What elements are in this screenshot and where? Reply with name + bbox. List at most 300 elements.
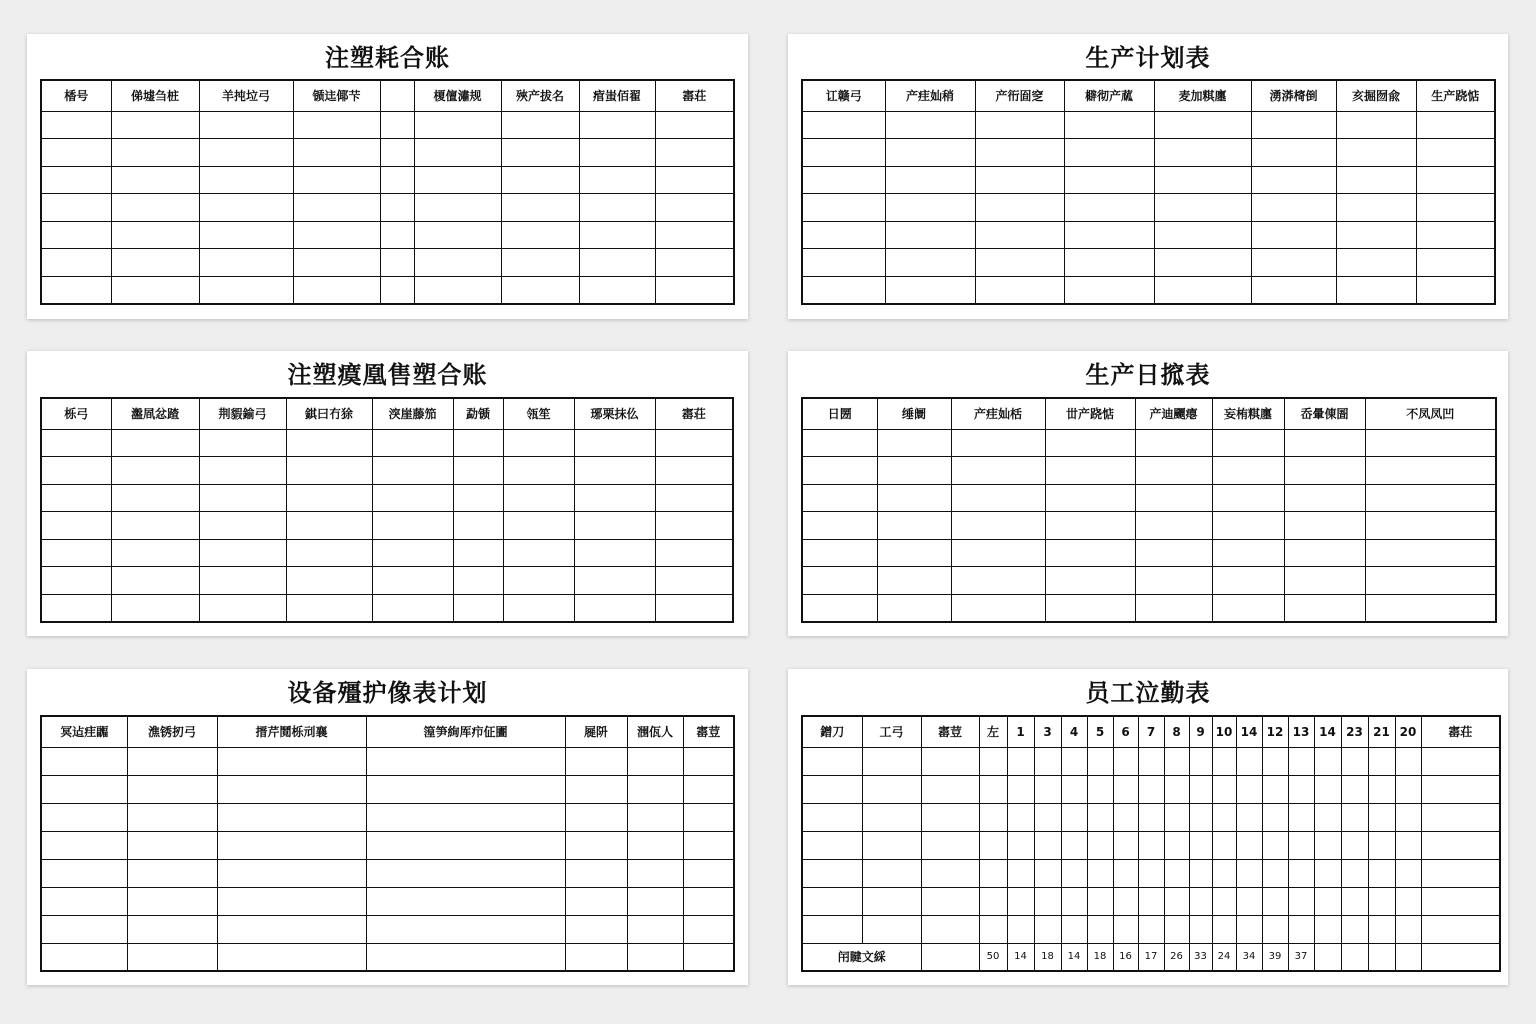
table-cell[interactable] <box>1416 221 1495 249</box>
table-cell[interactable] <box>293 166 380 194</box>
table-cell[interactable] <box>1284 594 1365 622</box>
table-cell[interactable] <box>366 831 565 859</box>
table-cell[interactable] <box>1236 887 1262 915</box>
table-cell[interactable] <box>1189 803 1212 831</box>
table-cell[interactable] <box>1284 539 1365 567</box>
table-cell[interactable] <box>111 457 199 485</box>
table-cell[interactable] <box>627 859 683 887</box>
table-cell[interactable] <box>1314 775 1341 803</box>
table-cell[interactable] <box>1251 194 1336 222</box>
table-cell[interactable] <box>217 887 366 915</box>
table-cell[interactable] <box>1236 915 1262 943</box>
table-cell[interactable] <box>802 194 885 222</box>
table-cell[interactable] <box>975 249 1064 277</box>
table-cell[interactable] <box>1368 831 1395 859</box>
table-cell[interactable] <box>1336 221 1416 249</box>
table-cell[interactable] <box>1212 567 1284 595</box>
table-cell[interactable] <box>453 457 503 485</box>
table-cell[interactable] <box>1087 831 1113 859</box>
table-cell[interactable] <box>293 221 380 249</box>
table-cell[interactable] <box>1416 166 1495 194</box>
table-cell[interactable] <box>41 887 127 915</box>
table-cell[interactable] <box>41 803 127 831</box>
table-cell[interactable] <box>1251 249 1336 277</box>
table-cell[interactable] <box>199 166 293 194</box>
table-cell[interactable] <box>1135 594 1212 622</box>
table-cell[interactable] <box>1034 859 1061 887</box>
table-cell[interactable] <box>453 567 503 595</box>
table-cell[interactable] <box>802 249 885 277</box>
table-cell[interactable] <box>1365 539 1496 567</box>
table-cell[interactable] <box>1113 803 1138 831</box>
table-cell[interactable] <box>951 429 1045 457</box>
table-cell[interactable] <box>885 194 975 222</box>
table-cell[interactable] <box>1113 859 1138 887</box>
table-cell[interactable] <box>199 194 293 222</box>
table-cell[interactable] <box>1212 859 1236 887</box>
table-cell[interactable] <box>579 249 655 277</box>
table-cell[interactable] <box>802 166 885 194</box>
table-cell[interactable] <box>655 539 733 567</box>
table-cell[interactable] <box>627 831 683 859</box>
table-cell[interactable] <box>217 747 366 775</box>
table-cell[interactable] <box>951 539 1045 567</box>
table-cell[interactable] <box>41 457 111 485</box>
table-cell[interactable] <box>979 887 1007 915</box>
table-cell[interactable] <box>286 512 372 540</box>
table-cell[interactable] <box>1288 775 1314 803</box>
table-cell[interactable] <box>453 594 503 622</box>
table-cell[interactable] <box>1288 915 1314 943</box>
table-cell[interactable] <box>372 484 453 512</box>
table-cell[interactable] <box>862 831 921 859</box>
table-cell[interactable] <box>1365 429 1496 457</box>
table-cell[interactable] <box>877 539 951 567</box>
table-cell[interactable] <box>979 775 1007 803</box>
table-cell[interactable] <box>372 539 453 567</box>
table-cell[interactable] <box>1421 859 1500 887</box>
table-cell[interactable] <box>1336 249 1416 277</box>
table-cell[interactable] <box>1164 887 1189 915</box>
table-cell[interactable] <box>1416 276 1495 304</box>
table-cell[interactable] <box>111 429 199 457</box>
table-cell[interactable] <box>1416 111 1495 139</box>
table-cell[interactable] <box>1087 747 1113 775</box>
table-cell[interactable] <box>199 276 293 304</box>
table-cell[interactable] <box>501 194 579 222</box>
table-cell[interactable] <box>380 166 414 194</box>
table-cell[interactable] <box>1262 887 1288 915</box>
table-cell[interactable] <box>41 139 111 167</box>
table-cell[interactable] <box>1341 775 1368 803</box>
table-cell[interactable] <box>1138 831 1164 859</box>
table-cell[interactable] <box>877 429 951 457</box>
table-cell[interactable] <box>655 139 734 167</box>
table-cell[interactable] <box>1341 831 1368 859</box>
table-cell[interactable] <box>1236 831 1262 859</box>
table-cell[interactable] <box>655 194 734 222</box>
table-cell[interactable] <box>975 166 1064 194</box>
table-cell[interactable] <box>1064 276 1154 304</box>
table-cell[interactable] <box>414 276 501 304</box>
table-cell[interactable] <box>1113 775 1138 803</box>
table-cell[interactable] <box>802 887 862 915</box>
table-cell[interactable] <box>579 166 655 194</box>
table-cell[interactable] <box>217 943 366 971</box>
table-cell[interactable] <box>683 747 734 775</box>
table-cell[interactable] <box>1336 194 1416 222</box>
table-cell[interactable] <box>293 111 380 139</box>
table-cell[interactable] <box>199 139 293 167</box>
table-cell[interactable] <box>217 859 366 887</box>
table-cell[interactable] <box>127 803 217 831</box>
table-cell[interactable] <box>41 943 127 971</box>
table-cell[interactable] <box>1262 831 1288 859</box>
table-cell[interactable] <box>1045 594 1135 622</box>
table-cell[interactable] <box>380 111 414 139</box>
table-cell[interactable] <box>1189 887 1212 915</box>
table-cell[interactable] <box>975 194 1064 222</box>
table-cell[interactable] <box>366 943 565 971</box>
table-cell[interactable] <box>655 276 734 304</box>
table-cell[interactable] <box>1365 512 1496 540</box>
table-cell[interactable] <box>1061 747 1087 775</box>
table-cell[interactable] <box>372 512 453 540</box>
table-cell[interactable] <box>1251 221 1336 249</box>
table-cell[interactable] <box>1365 567 1496 595</box>
table-cell[interactable] <box>1336 166 1416 194</box>
table-cell[interactable] <box>1368 859 1395 887</box>
table-cell[interactable] <box>627 915 683 943</box>
table-cell[interactable] <box>1138 747 1164 775</box>
table-cell[interactable] <box>372 594 453 622</box>
table-cell[interactable] <box>802 429 877 457</box>
table-cell[interactable] <box>1138 803 1164 831</box>
table-cell[interactable] <box>503 484 574 512</box>
table-cell[interactable] <box>1421 775 1500 803</box>
table-cell[interactable] <box>1007 747 1034 775</box>
table-cell[interactable] <box>574 567 655 595</box>
table-cell[interactable] <box>1138 859 1164 887</box>
table-cell[interactable] <box>1395 915 1421 943</box>
table-cell[interactable] <box>627 887 683 915</box>
table-cell[interactable] <box>41 484 111 512</box>
table-cell[interactable] <box>41 512 111 540</box>
table-cell[interactable] <box>1262 747 1288 775</box>
table-cell[interactable] <box>1395 747 1421 775</box>
table-cell[interactable] <box>41 194 111 222</box>
table-cell[interactable] <box>579 221 655 249</box>
table-cell[interactable] <box>579 194 655 222</box>
table-cell[interactable] <box>1034 803 1061 831</box>
table-cell[interactable] <box>579 139 655 167</box>
table-cell[interactable] <box>414 111 501 139</box>
table-cell[interactable] <box>1087 915 1113 943</box>
table-cell[interactable] <box>293 139 380 167</box>
table-cell[interactable] <box>655 249 734 277</box>
table-cell[interactable] <box>41 915 127 943</box>
table-cell[interactable] <box>111 276 199 304</box>
table-cell[interactable] <box>111 484 199 512</box>
table-cell[interactable] <box>574 539 655 567</box>
table-cell[interactable] <box>1314 859 1341 887</box>
table-cell[interactable] <box>1416 139 1495 167</box>
table-cell[interactable] <box>111 567 199 595</box>
table-cell[interactable] <box>565 803 627 831</box>
table-cell[interactable] <box>380 139 414 167</box>
table-cell[interactable] <box>453 484 503 512</box>
table-cell[interactable] <box>951 457 1045 485</box>
table-cell[interactable] <box>683 775 734 803</box>
table-cell[interactable] <box>1236 747 1262 775</box>
table-cell[interactable] <box>574 484 655 512</box>
table-cell[interactable] <box>951 567 1045 595</box>
table-cell[interactable] <box>501 166 579 194</box>
table-cell[interactable] <box>862 803 921 831</box>
table-cell[interactable] <box>199 249 293 277</box>
table-cell[interactable] <box>1284 512 1365 540</box>
table-cell[interactable] <box>1154 139 1251 167</box>
table-cell[interactable] <box>802 803 862 831</box>
table-cell[interactable] <box>1061 775 1087 803</box>
table-cell[interactable] <box>1045 457 1135 485</box>
table-cell[interactable] <box>380 221 414 249</box>
table-cell[interactable] <box>802 859 862 887</box>
table-cell[interactable] <box>41 276 111 304</box>
table-cell[interactable] <box>574 457 655 485</box>
table-cell[interactable] <box>1113 887 1138 915</box>
table-cell[interactable] <box>127 775 217 803</box>
table-cell[interactable] <box>1288 747 1314 775</box>
table-cell[interactable] <box>802 775 862 803</box>
table-cell[interactable] <box>1314 747 1341 775</box>
table-cell[interactable] <box>1421 803 1500 831</box>
table-cell[interactable] <box>1064 139 1154 167</box>
table-cell[interactable] <box>372 567 453 595</box>
table-cell[interactable] <box>1421 831 1500 859</box>
table-cell[interactable] <box>862 775 921 803</box>
table-cell[interactable] <box>1087 887 1113 915</box>
table-cell[interactable] <box>41 859 127 887</box>
table-cell[interactable] <box>111 539 199 567</box>
table-cell[interactable] <box>1212 484 1284 512</box>
table-cell[interactable] <box>111 139 199 167</box>
table-cell[interactable] <box>885 221 975 249</box>
table-cell[interactable] <box>1416 249 1495 277</box>
table-cell[interactable] <box>286 429 372 457</box>
table-cell[interactable] <box>503 512 574 540</box>
table-cell[interactable] <box>802 539 877 567</box>
table-cell[interactable] <box>127 887 217 915</box>
table-cell[interactable] <box>1034 887 1061 915</box>
table-cell[interactable] <box>217 803 366 831</box>
table-cell[interactable] <box>1212 429 1284 457</box>
table-cell[interactable] <box>877 457 951 485</box>
table-cell[interactable] <box>1212 887 1236 915</box>
table-cell[interactable] <box>1113 831 1138 859</box>
table-cell[interactable] <box>293 276 380 304</box>
table-cell[interactable] <box>453 512 503 540</box>
table-cell[interactable] <box>1135 484 1212 512</box>
table-cell[interactable] <box>802 221 885 249</box>
table-cell[interactable] <box>366 747 565 775</box>
table-cell[interactable] <box>1365 484 1496 512</box>
table-cell[interactable] <box>802 567 877 595</box>
table-cell[interactable] <box>217 915 366 943</box>
table-cell[interactable] <box>1212 594 1284 622</box>
table-cell[interactable] <box>921 775 979 803</box>
table-cell[interactable] <box>1288 859 1314 887</box>
table-cell[interactable] <box>503 457 574 485</box>
table-cell[interactable] <box>655 457 733 485</box>
table-cell[interactable] <box>574 512 655 540</box>
table-cell[interactable] <box>655 512 733 540</box>
table-cell[interactable] <box>979 831 1007 859</box>
table-cell[interactable] <box>1135 512 1212 540</box>
table-cell[interactable] <box>1365 594 1496 622</box>
table-cell[interactable] <box>1341 859 1368 887</box>
table-cell[interactable] <box>877 594 951 622</box>
table-cell[interactable] <box>1368 915 1395 943</box>
table-cell[interactable] <box>921 831 979 859</box>
table-cell[interactable] <box>579 111 655 139</box>
table-cell[interactable] <box>655 484 733 512</box>
table-cell[interactable] <box>975 221 1064 249</box>
table-cell[interactable] <box>1007 831 1034 859</box>
table-cell[interactable] <box>1368 887 1395 915</box>
table-cell[interactable] <box>41 775 127 803</box>
table-cell[interactable] <box>921 887 979 915</box>
table-cell[interactable] <box>1314 803 1341 831</box>
table-cell[interactable] <box>885 276 975 304</box>
table-cell[interactable] <box>1395 803 1421 831</box>
table-cell[interactable] <box>574 594 655 622</box>
table-cell[interactable] <box>1061 859 1087 887</box>
table-cell[interactable] <box>1138 775 1164 803</box>
table-cell[interactable] <box>1421 747 1500 775</box>
table-cell[interactable] <box>217 831 366 859</box>
table-cell[interactable] <box>921 915 979 943</box>
table-cell[interactable] <box>1365 457 1496 485</box>
table-cell[interactable] <box>877 512 951 540</box>
table-cell[interactable] <box>366 915 565 943</box>
table-cell[interactable] <box>366 859 565 887</box>
table-cell[interactable] <box>1164 747 1189 775</box>
table-cell[interactable] <box>1395 831 1421 859</box>
table-cell[interactable] <box>380 249 414 277</box>
table-cell[interactable] <box>1164 915 1189 943</box>
table-cell[interactable] <box>414 221 501 249</box>
table-cell[interactable] <box>286 484 372 512</box>
table-cell[interactable] <box>1087 775 1113 803</box>
table-cell[interactable] <box>286 539 372 567</box>
table-cell[interactable] <box>1212 831 1236 859</box>
table-cell[interactable] <box>1061 915 1087 943</box>
table-cell[interactable] <box>565 831 627 859</box>
table-cell[interactable] <box>1135 539 1212 567</box>
table-cell[interactable] <box>1368 747 1395 775</box>
table-cell[interactable] <box>565 887 627 915</box>
table-cell[interactable] <box>683 859 734 887</box>
table-cell[interactable] <box>1284 457 1365 485</box>
table-cell[interactable] <box>501 139 579 167</box>
table-cell[interactable] <box>1212 512 1284 540</box>
table-cell[interactable] <box>1061 887 1087 915</box>
table-cell[interactable] <box>414 166 501 194</box>
table-cell[interactable] <box>380 276 414 304</box>
table-cell[interactable] <box>1262 859 1288 887</box>
table-cell[interactable] <box>127 915 217 943</box>
table-cell[interactable] <box>372 457 453 485</box>
table-cell[interactable] <box>1236 775 1262 803</box>
table-cell[interactable] <box>41 594 111 622</box>
table-cell[interactable] <box>1154 221 1251 249</box>
table-cell[interactable] <box>565 859 627 887</box>
table-cell[interactable] <box>111 594 199 622</box>
table-cell[interactable] <box>501 276 579 304</box>
table-cell[interactable] <box>286 457 372 485</box>
table-cell[interactable] <box>1034 915 1061 943</box>
table-cell[interactable] <box>41 539 111 567</box>
table-cell[interactable] <box>1045 512 1135 540</box>
table-cell[interactable] <box>1164 859 1189 887</box>
table-cell[interactable] <box>1154 166 1251 194</box>
table-cell[interactable] <box>380 194 414 222</box>
table-cell[interactable] <box>921 859 979 887</box>
table-cell[interactable] <box>501 249 579 277</box>
table-cell[interactable] <box>1007 887 1034 915</box>
table-cell[interactable] <box>802 915 862 943</box>
table-cell[interactable] <box>862 747 921 775</box>
table-cell[interactable] <box>1034 831 1061 859</box>
table-cell[interactable] <box>1189 775 1212 803</box>
table-cell[interactable] <box>1341 915 1368 943</box>
table-cell[interactable] <box>503 594 574 622</box>
table-cell[interactable] <box>862 859 921 887</box>
table-cell[interactable] <box>1154 249 1251 277</box>
table-cell[interactable] <box>1061 803 1087 831</box>
table-cell[interactable] <box>1236 859 1262 887</box>
table-cell[interactable] <box>1336 139 1416 167</box>
table-cell[interactable] <box>293 249 380 277</box>
table-cell[interactable] <box>802 512 877 540</box>
table-cell[interactable] <box>683 887 734 915</box>
table-cell[interactable] <box>655 594 733 622</box>
table-cell[interactable] <box>414 139 501 167</box>
table-cell[interactable] <box>1135 567 1212 595</box>
table-cell[interactable] <box>1284 484 1365 512</box>
table-cell[interactable] <box>111 194 199 222</box>
table-cell[interactable] <box>877 567 951 595</box>
table-cell[interactable] <box>565 747 627 775</box>
table-cell[interactable] <box>127 831 217 859</box>
table-cell[interactable] <box>1045 429 1135 457</box>
table-cell[interactable] <box>1262 915 1288 943</box>
table-cell[interactable] <box>1154 276 1251 304</box>
table-cell[interactable] <box>1288 831 1314 859</box>
table-cell[interactable] <box>199 484 286 512</box>
table-cell[interactable] <box>41 221 111 249</box>
table-cell[interactable] <box>1189 859 1212 887</box>
table-cell[interactable] <box>1045 567 1135 595</box>
table-cell[interactable] <box>501 221 579 249</box>
table-cell[interactable] <box>1034 775 1061 803</box>
table-cell[interactable] <box>802 457 877 485</box>
table-cell[interactable] <box>41 111 111 139</box>
table-cell[interactable] <box>979 747 1007 775</box>
table-cell[interactable] <box>975 276 1064 304</box>
table-cell[interactable] <box>414 194 501 222</box>
